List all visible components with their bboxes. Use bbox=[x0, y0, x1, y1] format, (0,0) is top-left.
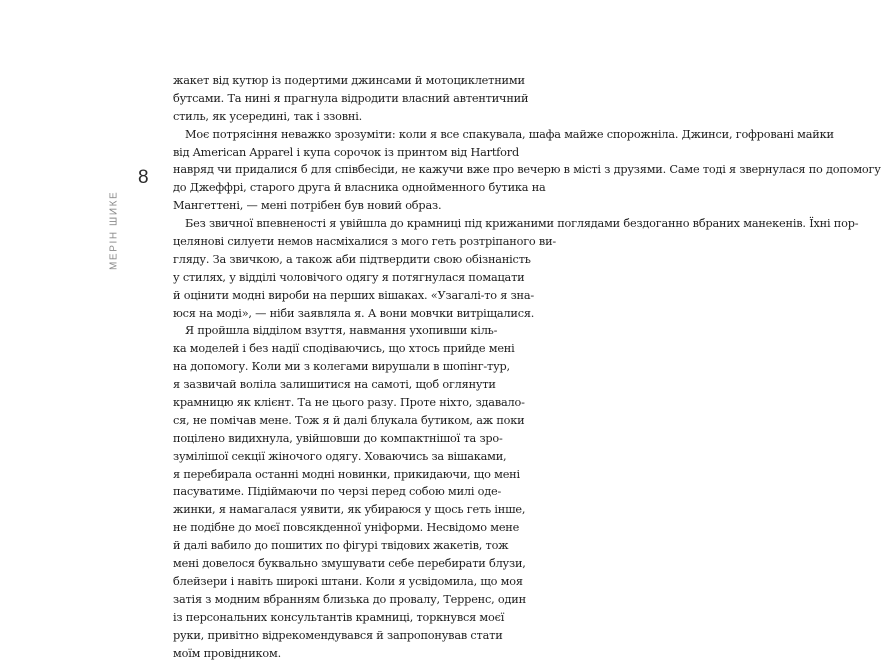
text-line: із персональних консультантів крамниці, торкнувся моєї bbox=[173, 609, 456, 627]
text-line: Мангеттені, — мені потрібен був новий образ. bbox=[173, 197, 456, 215]
text-line: я зазвичай воліла залишитися на самоті, щоб оглянути bbox=[173, 376, 456, 394]
text-line: зумілішої секції жіночого одягу. Ховаючись за вішаками, bbox=[173, 448, 456, 466]
text-line: до Джеффрі, старого друга й власника однойменного бутика на bbox=[173, 179, 456, 197]
text-line: Без звичної впевненості я увійшла до крамниці під крижаними поглядами бездоганно вбраних манекенів. Їхні пор- bbox=[173, 215, 456, 233]
text-line: не подібне до моєї повсякденної уніформи. Несвідомо мене bbox=[173, 519, 456, 537]
text-line: стиль, як усередині, так і ззовні. bbox=[173, 108, 456, 126]
text-line: крамницю як клієнт. Та не цього разу. Проте ніхто, здавало- bbox=[173, 394, 456, 412]
body-text bbox=[173, 72, 456, 662]
text-line: від American Apparel і купа сорочок із принтом від Hartford bbox=[173, 144, 456, 162]
text-line: ка моделей і без надії сподіваючись, що хтось прийде мені bbox=[173, 340, 456, 358]
text-line: бутсами. Та нині я прагнула відродити власний автентичний bbox=[173, 90, 456, 108]
text-line: жакет від кутюр із подертими джинсами й мотоциклетними bbox=[173, 72, 456, 90]
text-line: Я пройшла відділом взуття, навмання ухопивши кіль- bbox=[173, 322, 456, 340]
text-line: юся на моді», — ніби заявляла я. А вони мовчки витріщалися. bbox=[173, 305, 456, 323]
text-line: поцілено видихнула, увійшовши до компактнішої та зро- bbox=[173, 430, 456, 448]
page-number: 8 bbox=[138, 168, 149, 187]
text-line: жинки, я намагалася уявити, як убираюся у щось геть інше, bbox=[173, 501, 456, 519]
text-line: й оцінити модні вироби на перших вішаках. «Узагалі-то я зна- bbox=[173, 287, 456, 305]
text-line: я перебирала останні модні новинки, прикидаючи, що мені bbox=[173, 466, 456, 484]
text-line: навряд чи придалися б для співбесіди, не кажучи вже про вечерю в місті з друзями. Саме тоді я звернулася по допомогу bbox=[173, 161, 456, 179]
text-line: на допомогу. Коли ми з колегами вирушали в шопінг-тур, bbox=[173, 358, 456, 376]
text-line: моїм провідником. bbox=[173, 645, 456, 662]
text-line: гляду. За звичкою, а також аби підтвердити свою обізнаність bbox=[173, 251, 456, 269]
text-line: руки, привітно відрекомендувався й запропонував стати bbox=[173, 627, 456, 645]
running-head-author: МЕРІН ШИКЕ bbox=[109, 191, 119, 270]
text-line: пасуватиме. Підіймаючи по черзі перед собою милі оде- bbox=[173, 483, 456, 501]
text-line: мені довелося буквально змушувати себе перебирати блузи, bbox=[173, 555, 456, 573]
text-line: ся, не помічав мене. Тож я й далі блукала бутиком, аж поки bbox=[173, 412, 456, 430]
text-line: у стилях, у відділі чоловічого одягу я потягнулася помацати bbox=[173, 269, 456, 287]
text-line: Моє потрясіння неважко зрозуміти: коли я все спакувала, шафа майже спорожніла. Джинси, гофровані майки bbox=[173, 126, 456, 144]
text-line: целянові силуети немов насміхалися з мого геть розтріпаного ви- bbox=[173, 233, 456, 251]
text-line: затія з модним вбранням близька до провалу, Терренс, один bbox=[173, 591, 456, 609]
text-line: блейзери і навіть широкі штани. Коли я усвідомила, що моя bbox=[173, 573, 456, 591]
text-line: й далі вабило до пошитих по фігурі твідових жакетів, тож bbox=[173, 537, 456, 555]
